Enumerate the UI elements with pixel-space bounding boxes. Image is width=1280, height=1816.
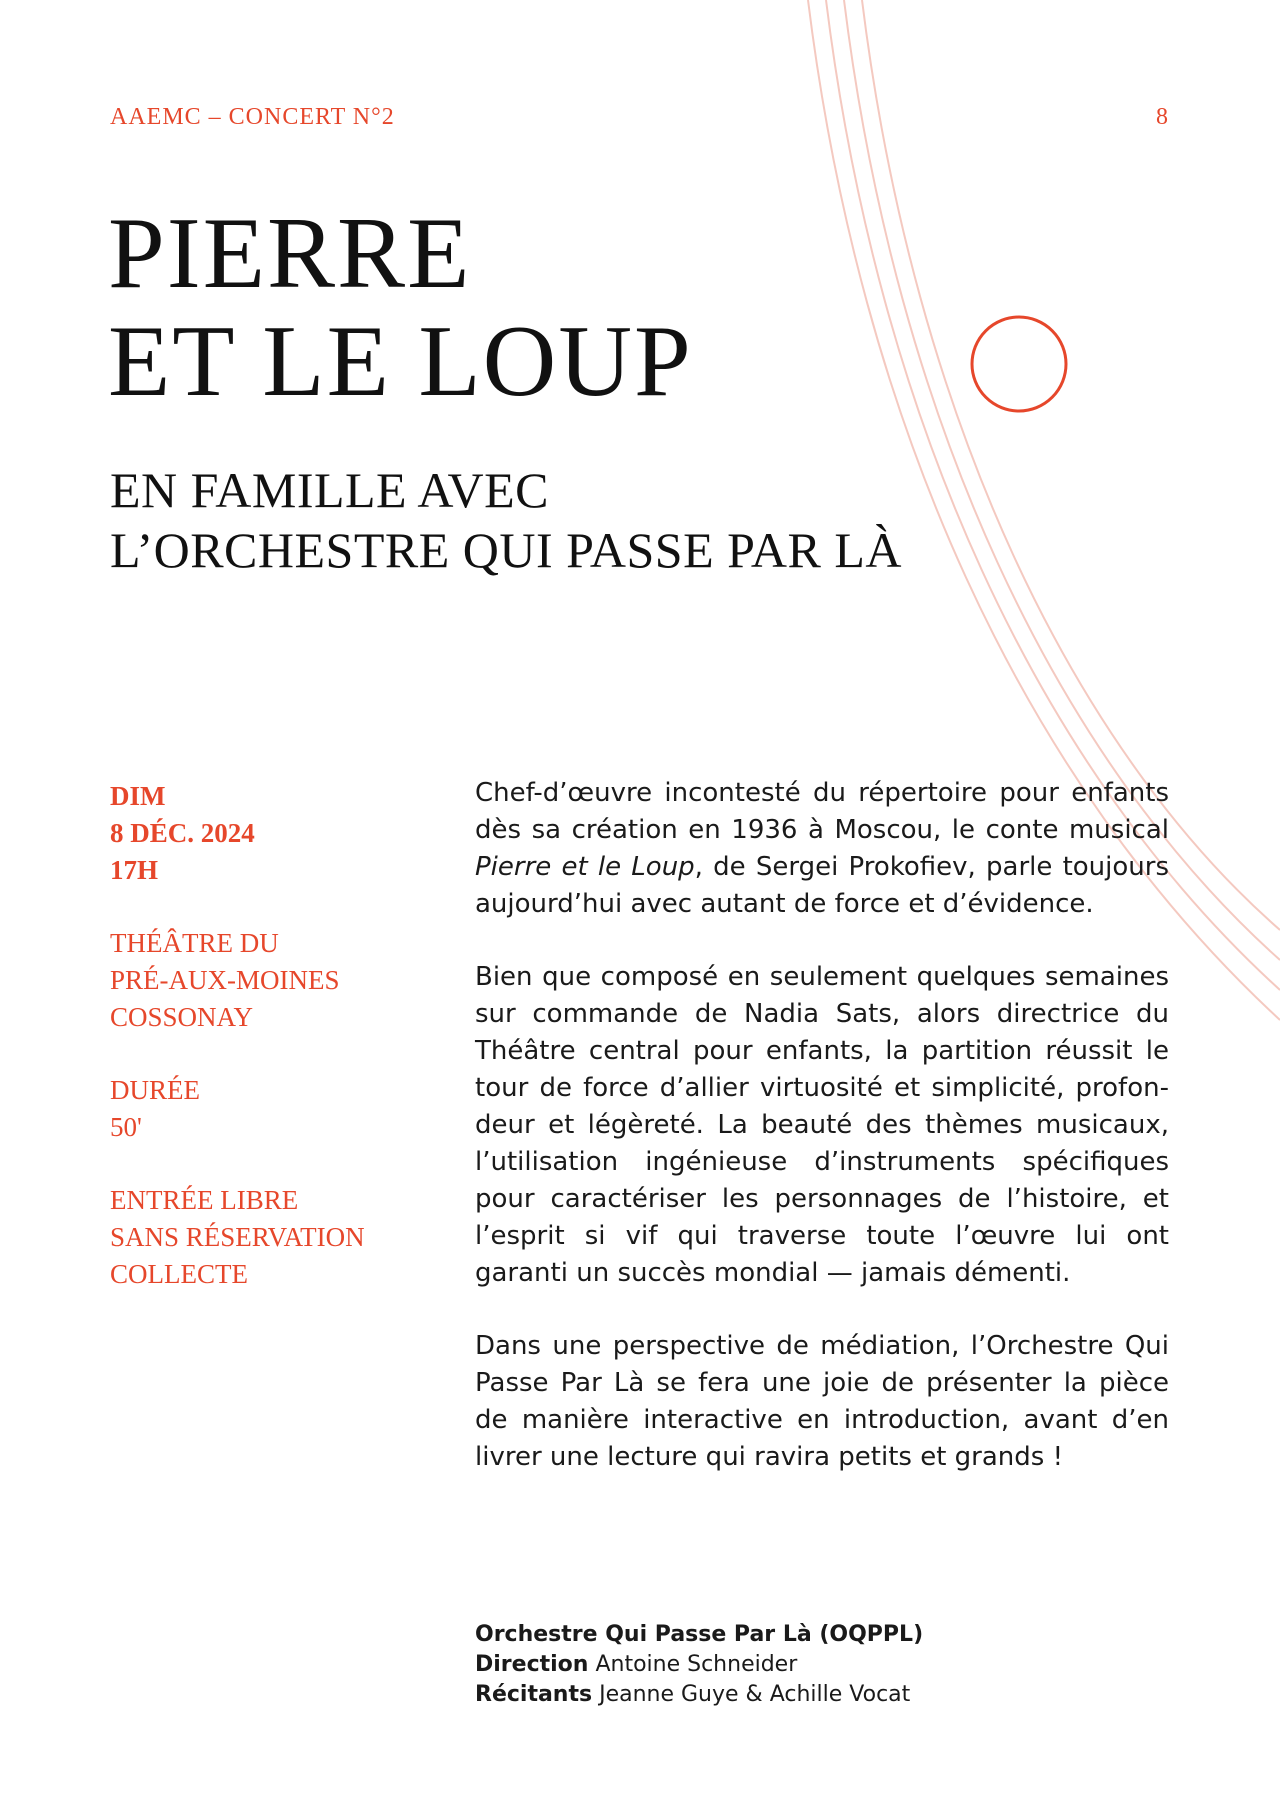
description: [475, 775, 1169, 1512]
entry-line-2: SANS RÉSERVATION: [110, 1222, 365, 1252]
ensemble-name: Orchestre Qui Passe Par Là (OQPPL): [475, 1622, 924, 1647]
venue-line-2: PRÉ-AUX-MOINES: [110, 965, 340, 995]
page-subtitle: [110, 460, 902, 580]
credits: [475, 1620, 1175, 1710]
venue-line-1: THÉÂTRE DU: [110, 928, 279, 958]
paragraph-1-start: Chef-d’œuvre incontesté du répertoire pour enfants dès sa création en 1936 à Moscou, le conte musical: [475, 778, 1169, 845]
direction-label: Direction: [475, 1652, 589, 1677]
title-line-2: ET LE LOUP: [108, 305, 693, 418]
concert-label: AAEMC – CONCERT N°2: [110, 104, 395, 130]
reciters-names: Jeanne Guye & Achille Vocat: [599, 1682, 911, 1707]
paragraph-1: [475, 775, 1169, 923]
page-title: [108, 197, 693, 418]
paragraph-3: Dans une perspective de médiation, l’Orchestre Qui Passe Par Là se fera une joie de présenter la pièce de manière interactive en introduction, avant d’en livrer une lecture qui ravira petits et grands !: [475, 1331, 1169, 1472]
title-line-1: PIERRE: [108, 197, 472, 310]
entry-line-3: COLLECTE: [110, 1259, 248, 1289]
credit-ensemble: [475, 1620, 1175, 1650]
event-details: [110, 778, 430, 1329]
page-number: 8: [1156, 104, 1168, 130]
event-entry: [110, 1182, 430, 1293]
event-date: 8 DÉC. 2024: [110, 818, 255, 848]
entry-line-1: ENTRÉE LIBRE: [110, 1185, 299, 1215]
event-time: 17H: [110, 855, 159, 885]
work-title: Pierre et le Loup: [475, 852, 695, 882]
event-venue: [110, 925, 430, 1036]
event-day: DIM: [110, 781, 166, 811]
paragraph-1-end: , de Sergei Prokofiev, parle toujours aujourd’hui avec autant de force et d’évidence.: [475, 852, 1169, 919]
duration-label: DURÉE: [110, 1075, 200, 1105]
event-duration: [110, 1072, 430, 1146]
credit-reciters: [475, 1680, 1175, 1710]
credit-direction: [475, 1650, 1175, 1680]
orange-ring-icon: [972, 317, 1066, 411]
venue-line-3: COSSONAY: [110, 1002, 254, 1032]
subtitle-line-1: EN FAMILLE AVEC: [110, 462, 549, 518]
event-datetime: [110, 778, 430, 889]
duration-value: 50': [110, 1112, 142, 1142]
subtitle-line-2: L’ORCHESTRE QUI PASSE PAR LÀ: [110, 522, 902, 578]
reciters-label: Récitants: [475, 1682, 593, 1707]
paragraph-2: Bien que composé en seulement quelques semaines sur commande de Nadia Sats, alors directrice du Théâtre central pour enfants, la partition réussit le tour de force d’allier virtuosité et simplicité, profondeur et légèreté. La beauté des thèmes musicaux, l’utilisation ingénieuse d’instruments spécifiques pour caractériser les personnages de l’histoire, et l’esprit si vif qui traverse toute l’œuvre lui ont garanti un succès mondial — jamais démenti.: [475, 962, 1169, 1288]
direction-name: Antoine Schneider: [595, 1652, 798, 1677]
